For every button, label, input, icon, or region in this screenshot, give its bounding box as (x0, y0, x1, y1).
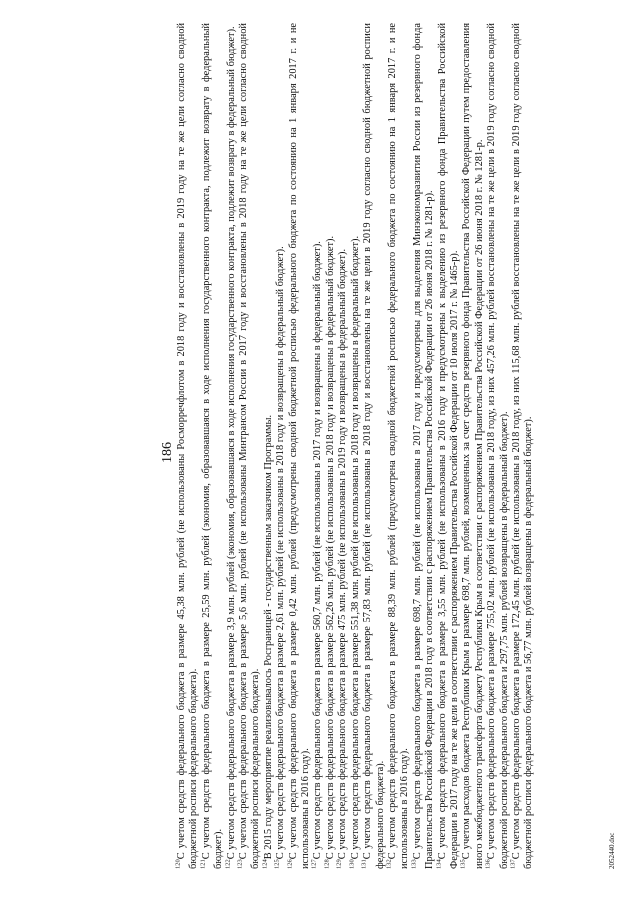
footnotes-list (176, 23, 536, 869)
footnote-text: С учетом средств федерального бюджета в размере 755,02 млн. рублей (не использованы в 2018 году, из них 457,26 млн. рублей восстановлены на те же цели в 2019 году согласно сводной бюджетной росписи федерального бюджета и 297,75 млн. рублей возвращены в федеральный бюджет). (486, 23, 510, 869)
footnote-number: 137 (509, 859, 517, 869)
footnote (325, 23, 337, 869)
footnote-text: С учетом средств федерального бюджета в размере 698,7 млн. рублей (не использованы в 2017 году и предусмотрены для выделения Минэкономразвития России из резервного фонда Правительства Российской Федерации в 2018 году в соответствии с распоряжением Правительства Российской Федерации от 26 июня 2018 г. № 1281-р). (411, 23, 436, 869)
footnote (350, 23, 362, 869)
footnote-number: 120 (174, 859, 182, 869)
footnote (226, 23, 238, 869)
footnote (387, 23, 412, 869)
footnote-number: 136 (484, 859, 492, 869)
footnote-text: С учетом средств федерального бюджета в размере 475 млн. рублей (не использованы в 2019 году и возвращены в федеральный бюджет). (337, 248, 349, 860)
footnote (412, 23, 437, 869)
footnote-number: 123 (236, 859, 244, 869)
footnote-text: С учетом средств федерального бюджета в размере 2,61 млн. рублей (не использованы в 2018 году и возвращены в федеральный бюджет). (275, 246, 287, 860)
footnote-number: 128 (323, 859, 331, 869)
footnote-number: 130 (348, 859, 356, 869)
footnote-text: С учетом средств федерального бюджета в размере 5,6 млн. рублей (не использованы Минтрансом России в 2017 году и восстановлены в 2018 году на те же цели согласно сводной бюджетной росписи федерального бюджета). (238, 23, 262, 869)
footnote-number: 134 (435, 859, 443, 869)
footnote-number: 124 (261, 859, 269, 869)
footnote-number: 133 (410, 859, 418, 869)
footnote-number: 135 (459, 859, 467, 869)
footnote-number: 127 (311, 859, 318, 869)
footnote-number: 132 (385, 859, 393, 869)
footnote-number: 126 (286, 859, 294, 869)
footnote (176, 23, 201, 869)
footnote (362, 23, 387, 869)
footnote (511, 23, 536, 869)
footnote-text: С учетом расходов бюджета Республики Крым в размере 698,7 млн. рублей, возмещенных за счет средств резервного фонда Правительства Российской Федерации путем предоставления иного межбюджетного трансферта бюджету Республики Крым в соответствии с распоряжением Правительства Российской Федерации от 26 июня 2018 г. № 1281-р. (461, 23, 485, 869)
footnote (486, 23, 511, 869)
footnote (288, 23, 313, 869)
footnote (275, 23, 287, 869)
footnote (461, 23, 486, 869)
footnote (312, 23, 324, 869)
footnote-number: 131 (360, 859, 368, 869)
footnote-text: С учетом средств федерального бюджета в размере 551,38 млн. рублей (не использованы в 2018 году и возвращены в федеральный бюджет). (349, 235, 361, 860)
footnote (201, 23, 226, 869)
footnote-text: С учетом средств федерального бюджета в размере 3,9 млн. рублей (экономия, образовавшаяся в ходе исполнения государственного контракта, подлежит возврату в федеральный бюджет). (225, 26, 237, 860)
footnote (238, 23, 263, 869)
footnote-number: 122 (224, 859, 232, 869)
footnote (337, 23, 349, 869)
footnote-text: С учетом средств федерального бюджета в размере 0,42 млн. рублей (предусмотрены сводной бюджетной росписью федерального бюджета по состоянию на 1 января 2017 г. и не использованы в 2016 году). (287, 23, 312, 869)
footnote-text: С учетом средств федерального бюджета в размере 3,55 млн. рублей (не использованы в 2016 году и предусмотрены к выделению из резервного фонда Правительства Российской Федерации в 2017 году на те же цели в соответствии с распоряжением Правительства Российской Федерации от 10 июля 2017 г. № 1465-р). (436, 23, 460, 869)
footnote (437, 23, 462, 869)
footnote-number: 129 (335, 859, 343, 869)
document-filename: 2052440.doc (608, 832, 616, 869)
footnote-text: С учетом средств федерального бюджета в размере 25,59 млн. рублей (экономия, образовавшаяся в ходе исполнения государственного контракта, подлежит возврату в федеральный бюджет). (200, 23, 225, 869)
footnote-text: С учетом средств федерального бюджета в размере 88,39 млн. рублей (предусмотрена сводной бюджетной росписью федерального бюджета по состоянию на 1 января 2017 г. и не использованы в 2016 году). (386, 23, 411, 869)
footnote-text: С учетом средств федерального бюджета в размере 562,26 млн. рублей (не использованы в 2018 году и возвращены в федеральный бюджет). (324, 235, 336, 860)
footnote-text: В 2015 году мероприятие реализовывалось Росграницей - государственным заказчиком Программы. (262, 414, 274, 860)
footnote-text: С учетом средств федерального бюджета в размере 560,7 млн. рублей (не использованы в 2017 году и возвращены в федеральный бюджет). (312, 241, 324, 860)
footnote-text: С учетом средств федерального бюджета в размере 45,38 млн. рублей (не использованы Росморречфлотом в 2018 году и восстановлены в 2019 году на те же цели согласно сводной бюджетной росписи федерального бюджета). (176, 23, 200, 869)
footnote-number: 125 (273, 859, 281, 869)
footnote-number: 121 (199, 859, 207, 869)
footnote-text: С учетом средств федерального бюджета в размере 172,45 млн. рублей (не использованы в 2018 году, из них 115,68 млн. рублей восстановлены на те же цели в 2019 году согласно сводной бюджетной росписи федерального бюджета и 56,77 млн. рублей возвращены в федеральный бюджет). (510, 23, 535, 869)
page-number: 186 (160, 442, 175, 463)
footnote-text: С учетом средств федерального бюджета в размере 57,83 млн. рублей (не использованы в 2018 году и восстановлены на те же цели в 2019 году согласно сводной бюджетной росписи федерального бюджета). (362, 23, 386, 869)
footnote (263, 23, 275, 869)
